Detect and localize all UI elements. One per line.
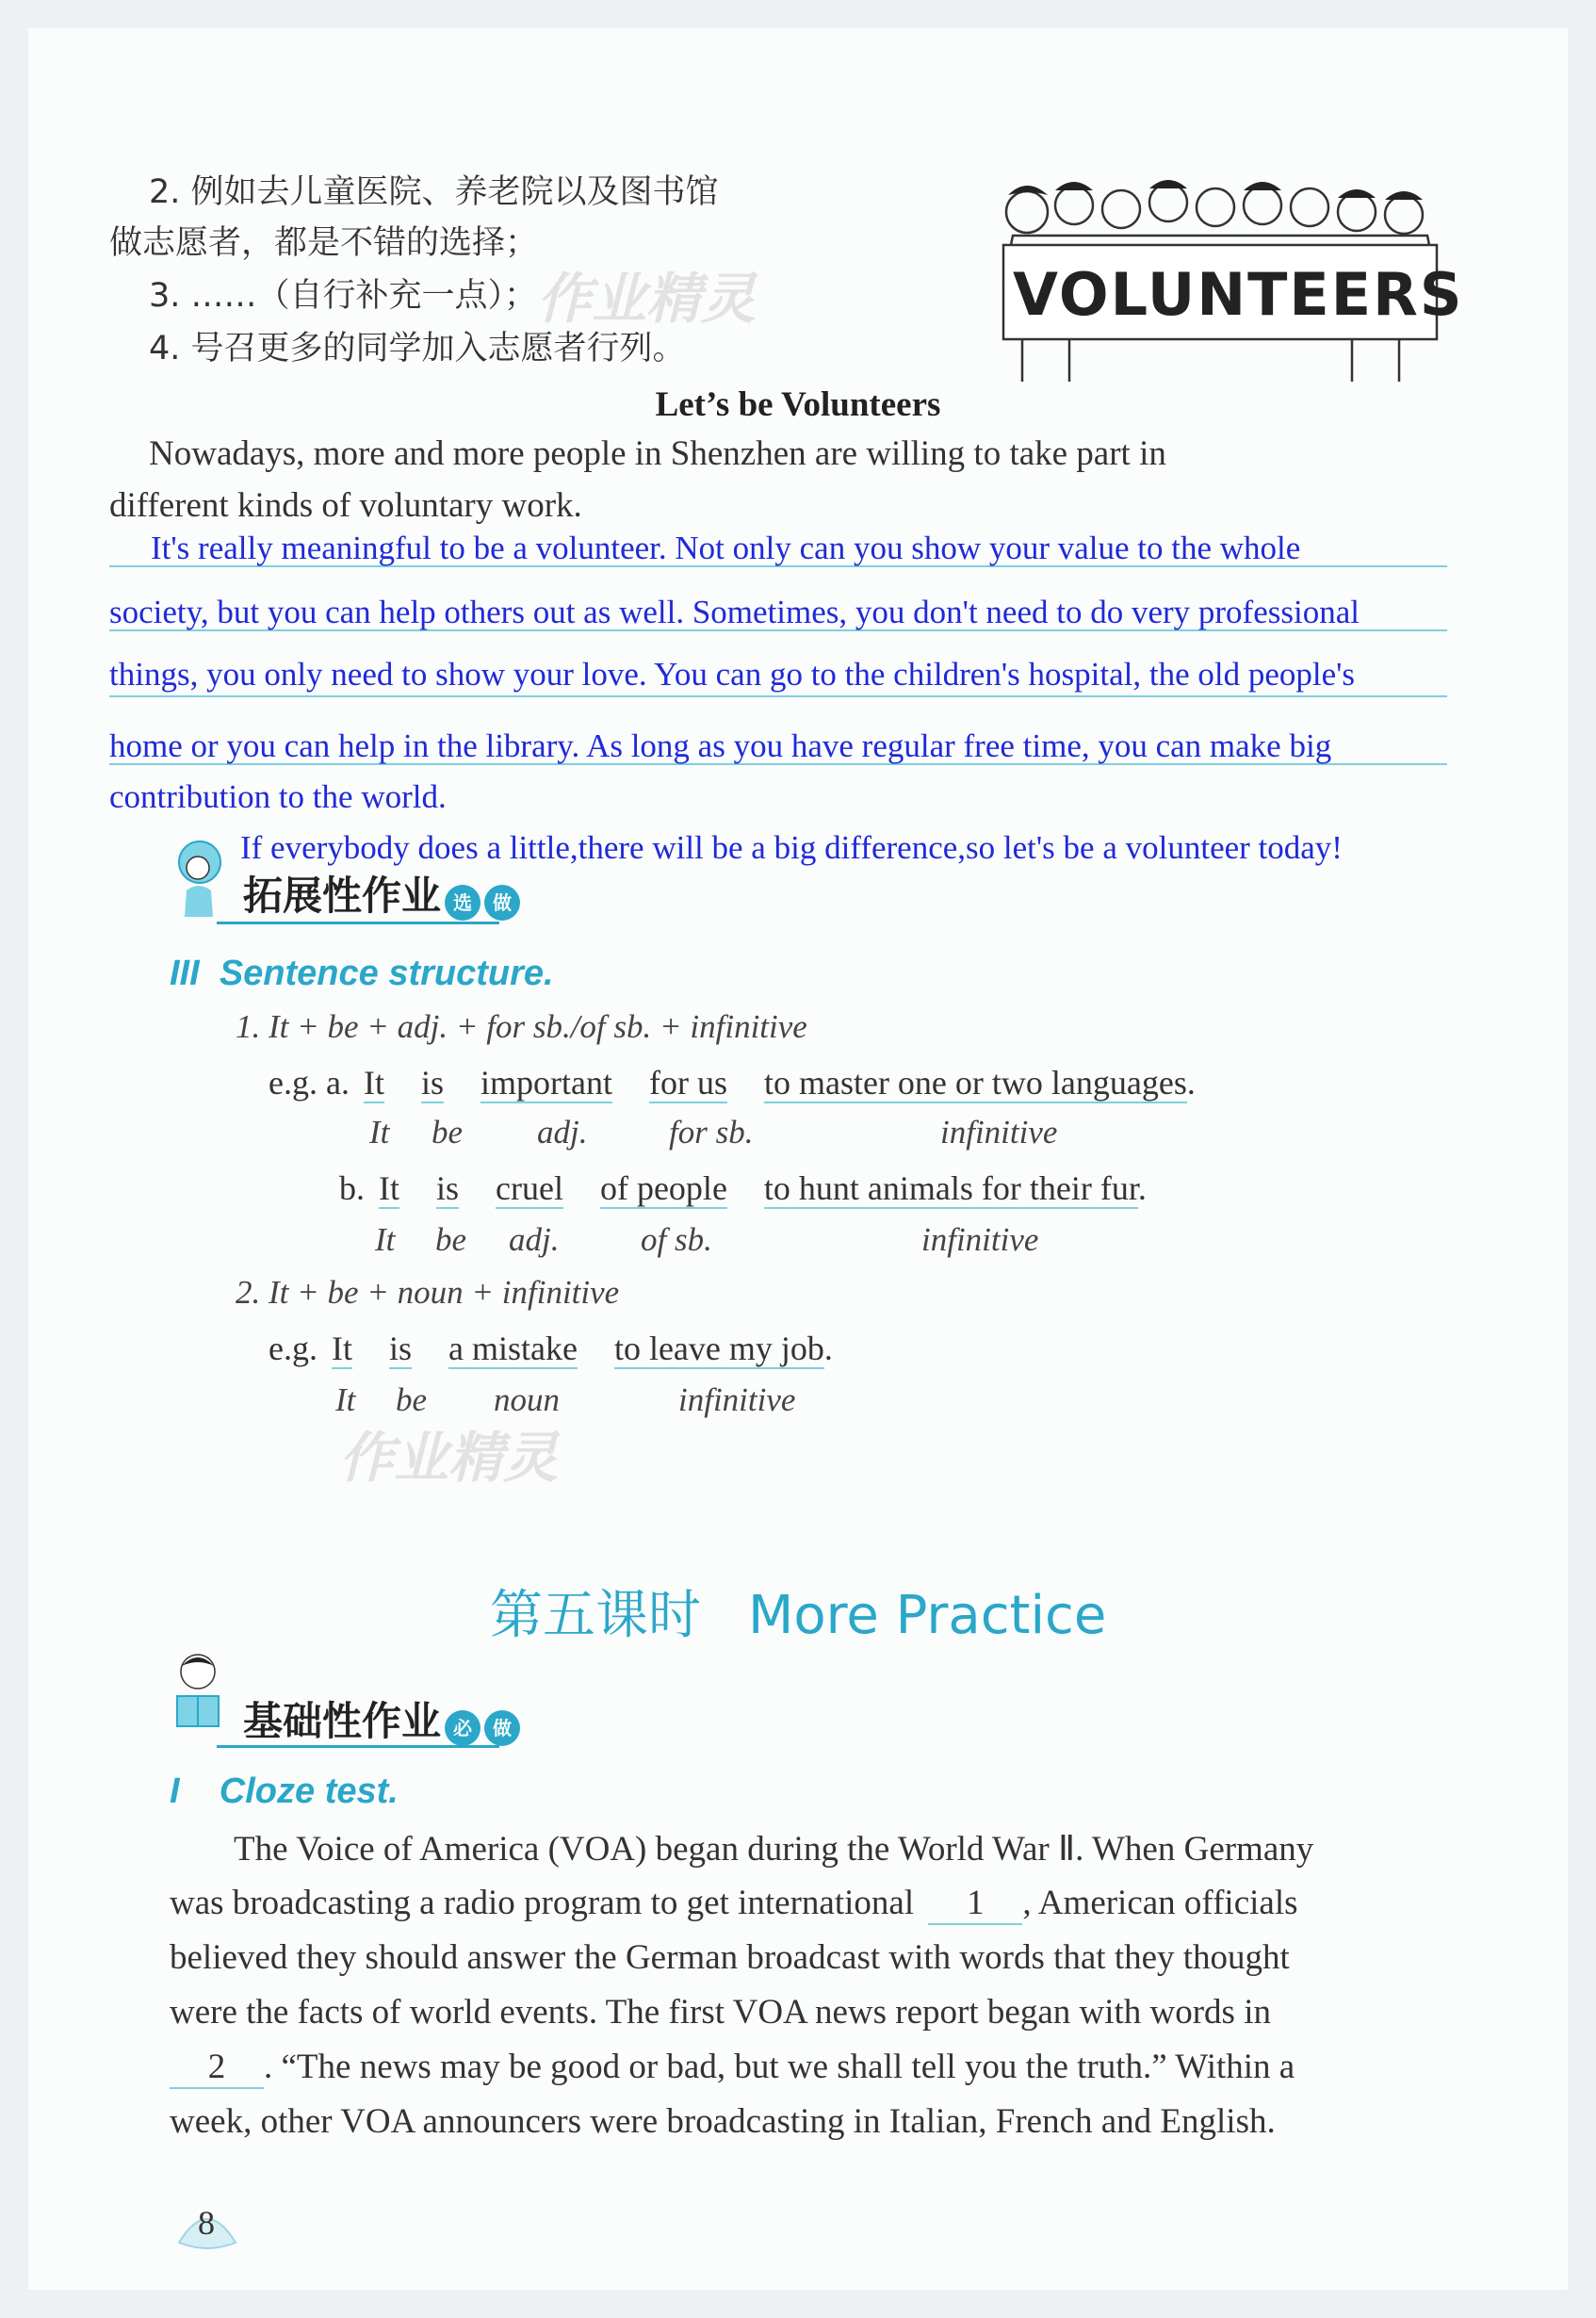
essay-opening: Nowadays, more and more people in Shenzhen are willing to take part in xyxy=(149,434,1166,473)
ex-end: . xyxy=(1137,1169,1147,1207)
ex-word: important xyxy=(480,1064,612,1102)
lesson-title-en: More Practice xyxy=(748,1585,1107,1646)
ex-word: It xyxy=(363,1064,384,1102)
handwritten-line: things, you only need to show your love. You can go to the children's hospital, the old people's xyxy=(109,656,1356,693)
ex-word: to master one or two languages xyxy=(763,1064,1187,1102)
section-number: III xyxy=(170,954,200,993)
rule-2: 2. It + be + noun + infinitive xyxy=(236,1274,620,1311)
ex-label: noun xyxy=(494,1381,560,1418)
boy-mascot-icon xyxy=(170,1649,226,1738)
ex-word: a mistake xyxy=(448,1330,578,1367)
watermark: 作业精灵 xyxy=(339,1426,559,1490)
ex-word: for us xyxy=(648,1064,727,1102)
extended-homework-title xyxy=(243,865,520,922)
basic-homework-title xyxy=(243,1690,520,1747)
basic-homework-title-text: 基础性作业 xyxy=(243,1698,442,1744)
section-heading xyxy=(170,954,554,994)
section-heading xyxy=(170,1771,399,1812)
ex-label: infinitive xyxy=(921,1221,1039,1258)
cloze-line: week, other VOA announcers were broadcasting in Italian, French and English. xyxy=(170,2102,1276,2141)
example-prefix: e.g. a. xyxy=(269,1064,350,1102)
cloze-line: were the facts of world events. The first VOA news report began with words in xyxy=(170,1993,1271,2032)
ex-label: be xyxy=(435,1221,467,1258)
banner-underline xyxy=(217,922,499,924)
ex-word: It xyxy=(379,1169,399,1207)
cloze-blank[interactable]: 2 xyxy=(170,2047,264,2089)
handwritten-line: society, but you can help others out as well. Sometimes, you don't need to do very professional xyxy=(109,594,1360,630)
lesson-title xyxy=(490,1574,1106,1649)
ex-label: infinitive xyxy=(678,1381,796,1418)
handwritten-line: If everybody does a little,there will be a big difference,so let's be a volunteer today! xyxy=(240,829,1343,866)
page xyxy=(28,28,1568,2290)
example-prefix: e.g. xyxy=(269,1330,318,1367)
handwritten-line: contribution to the world. xyxy=(109,778,447,815)
ex-end: . xyxy=(823,1330,833,1367)
ex-label: It xyxy=(335,1381,356,1418)
do-badge: 做 xyxy=(484,885,520,921)
ex-label: It xyxy=(369,1114,390,1151)
cloze-line xyxy=(170,1883,1298,1925)
girl-mascot-icon xyxy=(170,834,226,919)
volunteers-illustration xyxy=(956,170,1465,386)
ex-label: for sb. xyxy=(669,1114,754,1151)
lesson-title-cn: 第五课时 xyxy=(490,1585,701,1646)
cloze-text: was broadcasting a radio program to get international xyxy=(170,1884,915,1922)
answer-line xyxy=(109,695,1447,697)
optional-badge: 选 xyxy=(445,885,480,921)
cloze-text: . “The news may be good or bad, but we shall tell you the truth.” Within a xyxy=(264,2048,1295,2086)
ex-word: is xyxy=(388,1330,412,1367)
banner-underline xyxy=(217,1745,499,1748)
essay-opening: different kinds of voluntary work. xyxy=(109,486,582,525)
section-heading-text: Sentence structure. xyxy=(219,954,554,993)
ex-label: adj. xyxy=(509,1221,560,1258)
example-prefix: b. xyxy=(339,1169,365,1207)
section-heading-text: Cloze test. xyxy=(219,1771,399,1811)
ex-label: It xyxy=(375,1221,396,1258)
intro-point: 4. 号召更多的同学加入志愿者行列。 xyxy=(149,330,686,367)
intro-point: 2. 例如去儿童医院、养老院以及图书馆 xyxy=(149,173,719,211)
volunteers-banner-text: VOLUNTEERS xyxy=(1013,260,1464,329)
ex-label: be xyxy=(432,1114,464,1151)
intro-point: 做志愿者，都是不错的选择； xyxy=(109,224,539,262)
watermark: 作业精灵 xyxy=(537,267,757,331)
example-c xyxy=(269,1329,833,1368)
cloze-line: The Voice of America (VOA) began during the World War Ⅱ. When Germany xyxy=(234,1830,1314,1869)
ex-label: adj. xyxy=(537,1114,588,1151)
ex-word: cruel xyxy=(496,1169,563,1207)
essay-title: Let’s be Volunteers xyxy=(655,385,941,424)
ex-label: infinitive xyxy=(940,1114,1058,1151)
cloze-blank[interactable]: 1 xyxy=(928,1883,1022,1925)
ex-word: is xyxy=(420,1064,444,1102)
handwritten-line: It's really meaningful to be a volunteer. Not only can you show your value to the whole xyxy=(151,530,1301,566)
ex-label: be xyxy=(396,1381,428,1418)
ex-word: is xyxy=(436,1169,460,1207)
cloze-line xyxy=(170,2047,1295,2089)
cloze-line: believed they should answer the German broadcast with words that they thought xyxy=(170,1938,1290,1977)
extended-homework-title-text: 拓展性作业 xyxy=(243,873,442,919)
ex-word: to hunt animals for their fur xyxy=(763,1169,1138,1207)
ex-label: of sb. xyxy=(641,1221,712,1258)
required-badge: 必 xyxy=(445,1710,480,1746)
cloze-text: , American officials xyxy=(1022,1884,1298,1922)
example-a xyxy=(269,1063,1196,1102)
ex-word: It xyxy=(331,1330,352,1367)
example-b xyxy=(339,1168,1147,1208)
ex-word: to leave my job xyxy=(613,1330,824,1367)
ex-word: of people xyxy=(599,1169,727,1207)
intro-point: 3. ……（自行补充一点）； xyxy=(149,277,538,315)
section-number: I xyxy=(170,1771,180,1811)
handwritten-line: home or you can help in the library. As long as you have regular free time, you can make big xyxy=(109,727,1332,764)
do-badge: 做 xyxy=(484,1710,520,1746)
ex-end: . xyxy=(1186,1064,1196,1102)
rule-1: 1. It + be + adj. + for sb./of sb. + infinitive xyxy=(236,1008,807,1045)
page-number: 8 xyxy=(198,2204,215,2242)
